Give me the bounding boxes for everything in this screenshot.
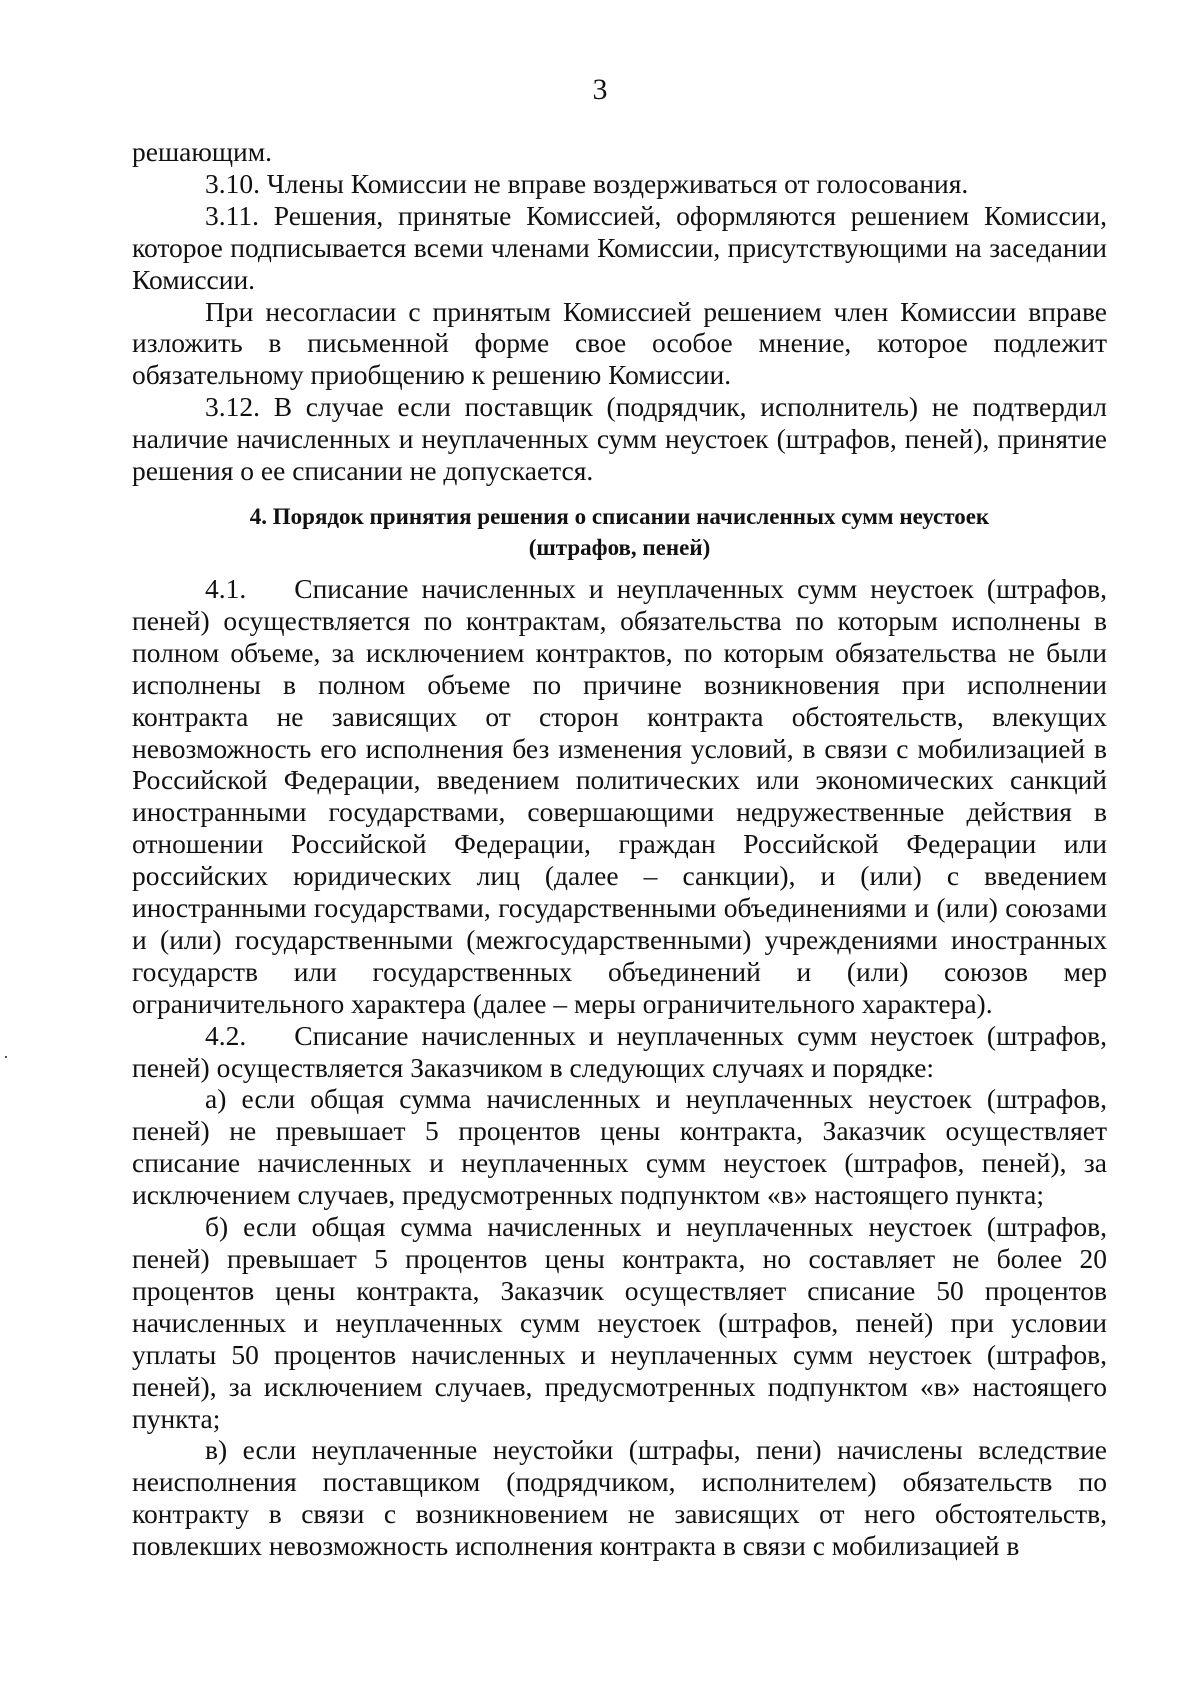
paragraph-4-2 xyxy=(132,1020,1107,1084)
paragraph-4-1-number: 4.1. xyxy=(205,572,247,604)
paragraph-4-2-v: в) если неуплаченные неустойки (штрафы, пени) начислены вследствие неисполнения поставщиком (подрядчиком, исполнителем) обязательств по контракту в связи с возникновением не зависящих от него обстоятельств, повлекших невозможность исполнения контракта в связи с мобилизацией в xyxy=(132,1434,1107,1562)
section-heading-line2: (штрафов, пеней) xyxy=(528,534,711,560)
document-body xyxy=(132,136,1107,1562)
section-heading xyxy=(132,501,1107,563)
paragraph-4-2-text: Списание начисленных и неуплаченных сумм неустоек (штрафов, пеней) осуществляется Заказчиком в следующих случаях и порядке: xyxy=(132,1019,1107,1083)
paragraph-continuation: решающим. xyxy=(132,136,273,167)
paragraph-4-2-a: а) если общая сумма начисленных и неуплаченных неустоек (штрафов, пеней) не превышает 5 процентов цены контракта, Заказчик осуществляет списание начисленных и неуплаченных сумм неустоек (штрафов, пеней), за исключением случаев, предусмотренных подпунктом «в» настоящего пункта; xyxy=(132,1083,1107,1211)
paragraph-dissent: При несогласии с принятым Комиссией решением член Комиссии вправе изложить в письменной форме свое особое мнение, которое подлежит обязательному приобщению к решению Комиссии. xyxy=(132,295,1107,391)
section-heading-line1: 4. Порядок принятия решения о списании начисленных сумм неустоек xyxy=(249,503,990,529)
paragraph-3-12: 3.12. В случае если поставщик (подрядчик, исполнитель) не подтвердил наличие начисленных и неуплаченных сумм неустоек (штрафов, пеней), принятие решения о ее списании не допускается. xyxy=(132,391,1107,487)
page-number: 3 xyxy=(592,73,608,106)
paragraph-3-11: 3.11. Решения, принятые Комиссией, оформляются решением Комиссии, которое подписывается всеми членами Комиссии, присутствующими на заседании Комиссии. xyxy=(132,199,1107,295)
paragraph-4-1 xyxy=(132,573,1107,1020)
paragraph-4-2-b: б) если общая сумма начисленных и неуплаченных неустоек (штрафов, пеней) превышает 5 процентов цены контракта, но составляет не более 20 процентов цены контракта, Заказчик осуществляет списание 50 процентов начисленных и неуплаченных сумм неустоек (штрафов, пеней) при условии уплаты 50 процентов начисленных и неуплаченных сумм неустоек (штрафов, пеней), за исключением случаев, предусмотренных подпунктом «в» настоящего пункта; xyxy=(132,1211,1107,1434)
scan-speck xyxy=(5,1056,7,1058)
paragraph-3-10: 3.10. Члены Комиссии не вправе воздерживаться от голосования. xyxy=(205,167,969,199)
paragraph-4-1-text: Списание начисленных и неуплаченных сумм неустоек (штрафов, пеней) осуществляется по контрактам, обязательства по которым исполнены в полном объеме, за исключением контрактов, по которым обязательства не были исполнены в полном объеме по причине возникновения при исполнении контракта не зависящих от сторон контракта обстоятельств, влекущих невозможность его исполнения без изменения условий, в связи с мобилизацией в Российской Федерации, введением политических или экономических санкций иностранными государствами, совершающими недружественные действия в отношении Российской Федерации, граждан Российской Федерации или российских юридических лиц (далее – санкции), и (или) с введением иностранными государствами, государственными объединениями и (или) союзами и (или) государственными (межгосударственными) учреждениями иностранных государств или государственных объединений и (или) союзов мер ограничительного характера (далее – меры ограничительного характера). xyxy=(132,572,1107,1019)
paragraph-4-2-number: 4.2. xyxy=(205,1019,247,1051)
